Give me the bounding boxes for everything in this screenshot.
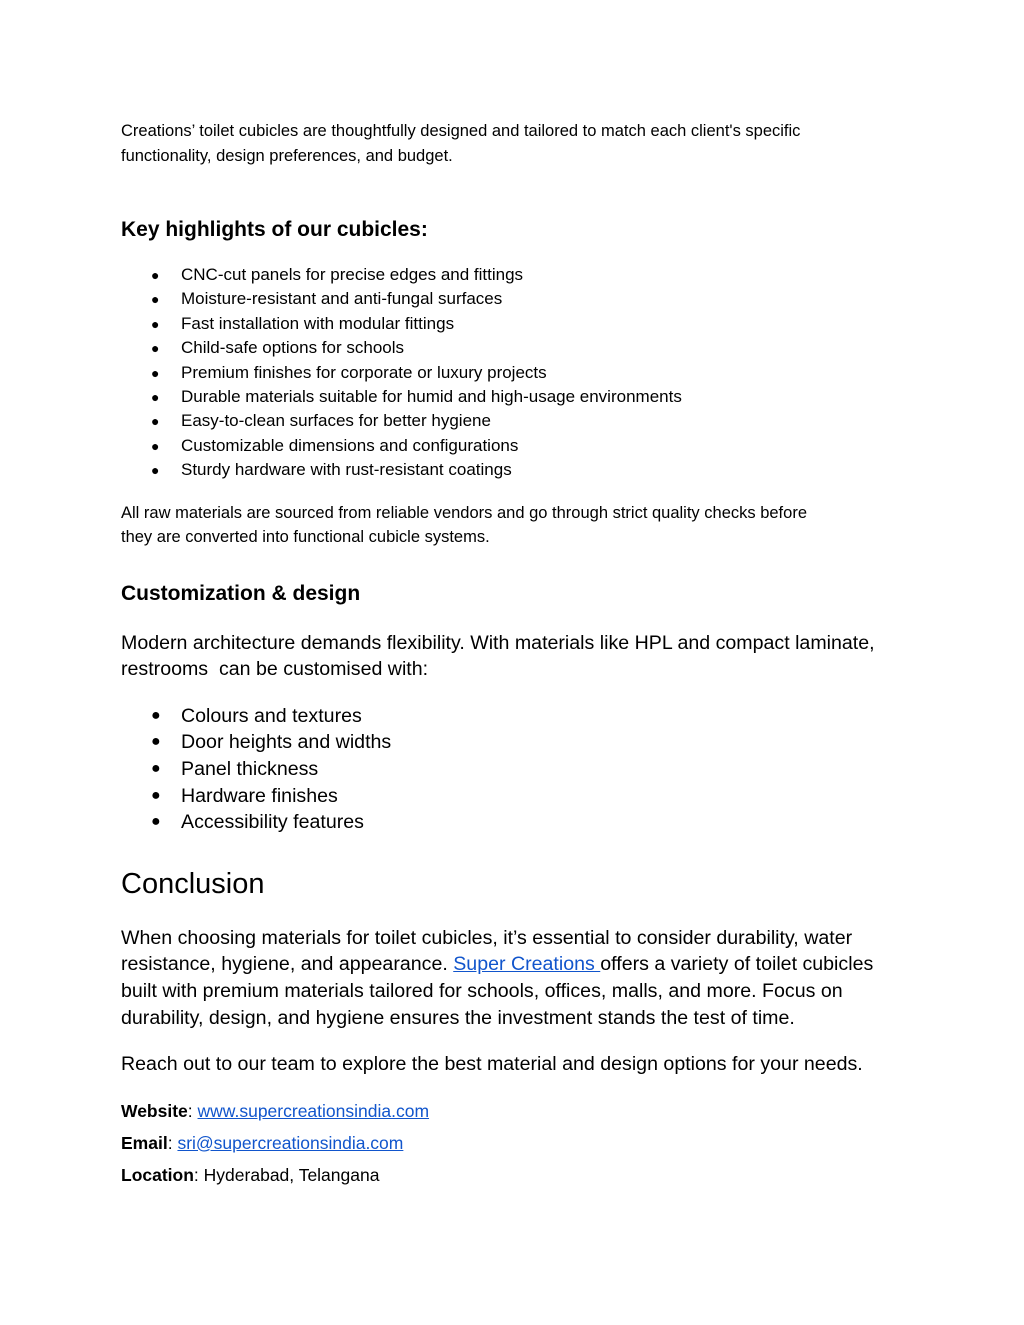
- list-item: ● Customizable dimensions and configurations: [121, 434, 911, 458]
- customization-list: [121, 703, 911, 836]
- bullet-icon: ●: [151, 364, 160, 381]
- location-line: [121, 1164, 911, 1186]
- bullet-icon: ●: [151, 437, 160, 454]
- bullet-icon: ●: [151, 733, 161, 751]
- list-item: ● Durable materials suitable for humid and high-usage environments: [121, 385, 911, 409]
- materials-paragraph: [121, 501, 911, 550]
- email-label: Email: [121, 1132, 168, 1153]
- conclusion-heading: Conclusion: [121, 867, 265, 900]
- website-label: Website: [121, 1100, 188, 1121]
- conclusion-line-2-end: offers a variety of toilet cubicles: [600, 953, 874, 976]
- bullet-icon: ●: [151, 462, 160, 479]
- conclusion-line-1: When choosing materials for toilet cubicles, it’s essential to consider durability, water: [121, 926, 853, 949]
- conclusion-paragraph: [121, 925, 911, 1031]
- website-separator: :: [187, 1100, 193, 1121]
- location-value: Hyderabad, Telangana: [203, 1164, 380, 1185]
- highlights-list: [121, 263, 911, 483]
- bullet-icon: ●: [151, 413, 160, 430]
- website-line: [121, 1100, 911, 1122]
- list-item: ● Sturdy hardware with rust-resistant coatings: [121, 458, 911, 482]
- highlights-heading: Key highlights of our cubicles:: [121, 218, 428, 241]
- bullet-icon: ●: [151, 267, 160, 283]
- intro-line-2: functionality, design preferences, and budget.: [121, 147, 453, 165]
- list-item: ● Fast installation with modular fittings: [121, 312, 911, 336]
- bullet-icon: ●: [151, 291, 160, 308]
- document-page: [121, 119, 911, 1186]
- conclusion-line-2-start: resistance, hygiene, and appearance.: [121, 953, 454, 976]
- bullet-icon: ●: [151, 760, 161, 778]
- location-separator: :: [193, 1164, 199, 1185]
- bullet-icon: ●: [151, 340, 160, 357]
- intro-line-1: Creations’ toilet cubicles are thoughtfully designed and tailored to match each client's specific: [121, 122, 801, 140]
- customization-paragraph: [121, 630, 911, 683]
- email-link[interactable]: sri@supercreationsindia.com: [177, 1132, 404, 1153]
- customization-heading: Customization & design: [121, 581, 361, 605]
- customization-line-2: restrooms can be customised with:: [121, 658, 429, 681]
- list-item: ● Easy-to-clean surfaces for better hygiene: [121, 409, 911, 433]
- reach-out-paragraph: Reach out to our team to explore the best material and design options for your needs.: [121, 1053, 863, 1076]
- list-item: ● Accessibility features: [121, 809, 911, 836]
- customization-line-1: Modern architecture demands flexibility. With materials like HPL and compact laminate,: [121, 631, 875, 654]
- bullet-icon: ●: [151, 315, 160, 332]
- list-item: ● Panel thickness: [121, 756, 911, 783]
- list-item: ● Moisture-resistant and anti-fungal surfaces: [121, 287, 911, 311]
- materials-line-2: they are converted into functional cubicle systems.: [121, 528, 490, 547]
- list-item: ● Hardware finishes: [121, 783, 911, 810]
- list-item: ● CNC-cut panels for precise edges and fittings: [121, 263, 911, 287]
- super-creations-link[interactable]: Super Creations: [453, 953, 601, 976]
- intro-paragraph: [121, 119, 911, 169]
- bullet-icon: ●: [151, 813, 161, 831]
- list-item: ● Premium finishes for corporate or luxury projects: [121, 361, 911, 385]
- email-separator: :: [167, 1132, 173, 1153]
- list-item: ● Door heights and widths: [121, 729, 911, 756]
- location-label: Location: [121, 1164, 194, 1185]
- bullet-icon: ●: [151, 786, 161, 804]
- conclusion-line-4: durability, design, and hygiene ensures the investment stands the test of time.: [121, 1006, 795, 1029]
- list-item: ● Child-safe options for schools: [121, 336, 911, 360]
- list-item: ● Colours and textures: [121, 703, 911, 730]
- conclusion-line-3: built with premium materials tailored for schools, offices, malls, and more. Focus on: [121, 980, 843, 1002]
- bullet-icon: ●: [151, 706, 161, 724]
- website-link[interactable]: www.supercreationsindia.com: [197, 1100, 430, 1121]
- email-line: [121, 1132, 911, 1154]
- materials-line-1: All raw materials are sourced from reliable vendors and go through strict quality checks before: [121, 503, 807, 522]
- bullet-icon: ●: [151, 389, 160, 406]
